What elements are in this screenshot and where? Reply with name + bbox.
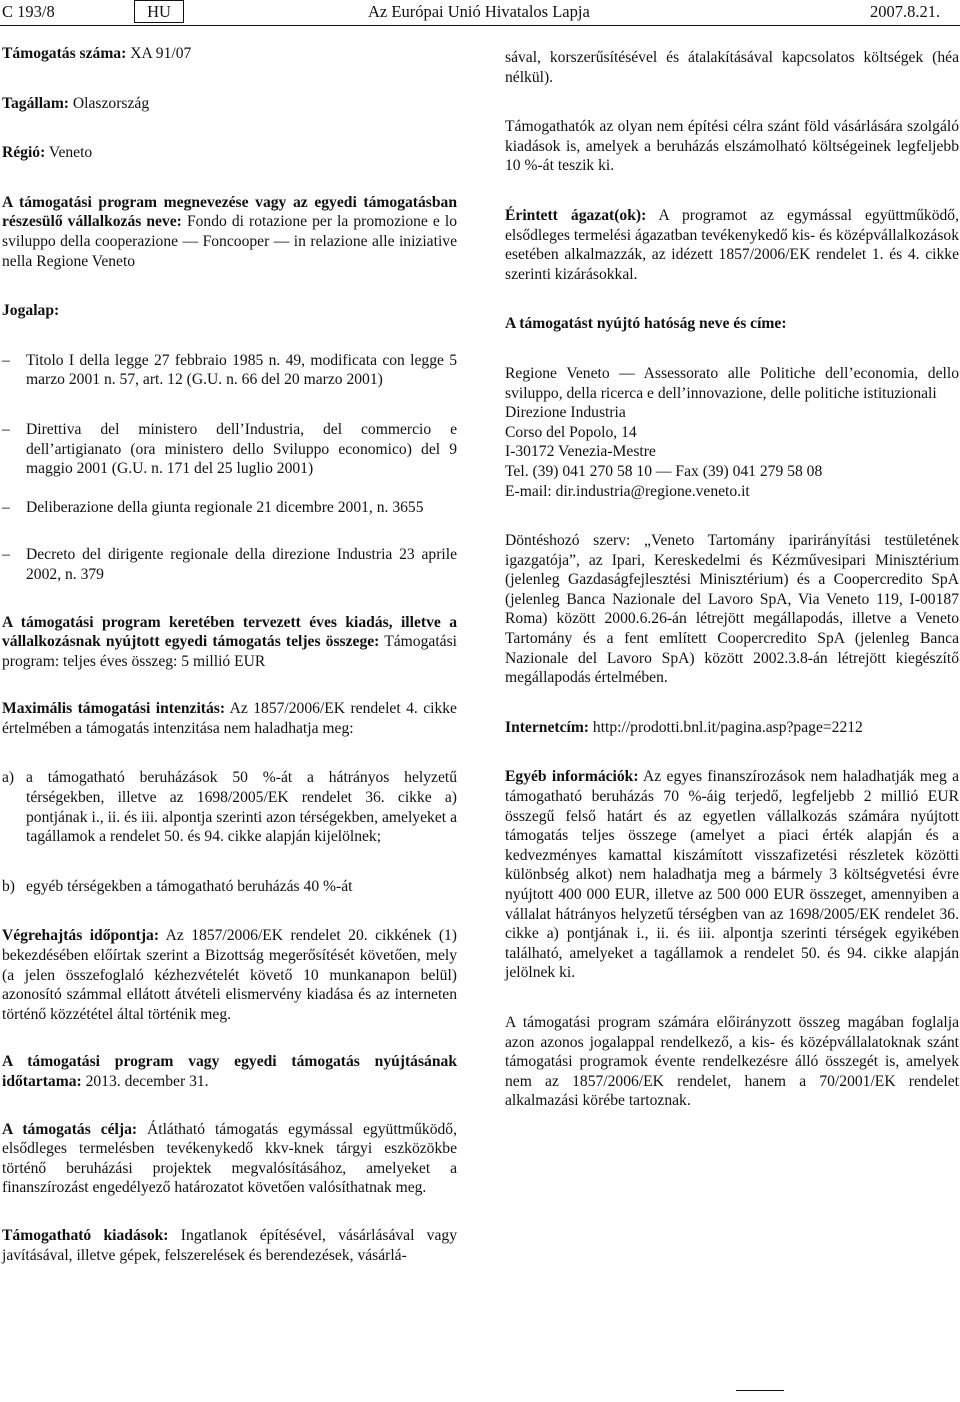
aid-intensity (2, 699, 457, 738)
internet-address-value: http://prodotti.bnl.it/pagina.asp?page=2212 (589, 718, 863, 736)
eligible-costs-label: Támogatható kiadások: (2, 1226, 169, 1244)
email-line: E-mail: dir.industria@regione.veneto.it (505, 482, 750, 500)
intensity-item (2, 768, 457, 846)
dash-marker: – (2, 498, 10, 516)
item-marker: b) (2, 877, 15, 895)
journal-title: Az Európai Unió Hivatalos Lapja (368, 2, 590, 21)
granting-authority-heading: A támogatást nyújtó hatóság neve és címe: (505, 315, 787, 333)
address-line: I-30172 Venezia-Mestre (505, 443, 656, 461)
objective (2, 1120, 457, 1198)
final-paragraph: A támogatási program számára előirányzott összeg magában foglalja azon azonos jogalappal rendelkező, a kis- és középvállalatoknak szánt támogatási programok évente rendelkezésre álló összegét is, amelyek nem az 1857/2006/EK rendelet, hanem a 70/2001/EK rendelet alkalmazási körébe tartoznak. (505, 1013, 959, 1110)
dash-marker: – (2, 546, 10, 564)
item-text: egyéb térségekben a támogatható beruházás 40 %-át (26, 877, 353, 895)
annual-expenditure (2, 613, 457, 672)
duration-value: 2013. december 31. (81, 1073, 209, 1090)
other-information-label: Egyéb információk: (505, 768, 639, 786)
implementation-date-label: Végrehajtás időpontja: (2, 927, 160, 945)
region (2, 143, 457, 163)
implementation-date (2, 926, 457, 1024)
eligible-costs-continuation: sával, korszerűsítésével és átalakításával kapcsolatos költségek (héa nélkül). (505, 49, 959, 86)
other-information-value: Az egyes finanszírozások nem haladhatják meg a támogatható beruházás 70 %-áig terjedő, legfeljebb 2 millió EUR összegű felső határt és az egyetlen vállalkozás számára nyújtott támogatás teljes összege (amelyet a piaci érték alapján és a kedvezményes kamattal kiszámított visszafizetési részletek közötti különbség alkot) nem haladhatja meg a bármely 3 költségvetési évre nyújtott 400 000 EUR, illetve az 500 000 EUR összeget, amennyiben a vállalat hátrányos helyzetű térségben van az 1698/2005/EK rendelet 36. cikke a) pontjának i., ii. és iii. alpontja szerinti térségek egyikében található, amelyeket a tagállamok a rendelet 50. és 94. cikke alapján jelölnek ki. (505, 768, 959, 982)
scheme-title-value: Fondo di rotazione per la promozione e lo sviluppo della cooperazione — Foncooper — in relazione alle iniziative nella Regione Veneto (2, 213, 458, 270)
scheme-title-label: A támogatási program megnevezése vagy az egyedi támogatásban részesülő vállalkozás neve: (2, 193, 457, 231)
legal-basis-item: – Decreto del dirigente regionale della direzione Industria 23 aprile 2002, n. 379 (2, 546, 457, 583)
implementation-date-value: Az 1857/2006/EK rendelet 20. cikkének (1) bekezdésében előírtak szerint a Bizottság megerősítését követően, mely (a jelen összefoglaló kézhezvételét követő 10 munkanapon belül) azonosító számmal ellátott átvételi elismervény kiadása és az interneten történő közzététel által történik meg. (2, 927, 457, 1023)
header-rule (0, 25, 960, 26)
region-value: Veneto (45, 144, 93, 162)
item-marker: a) (2, 769, 15, 787)
sector-label: Érintett ágazat(ok): (505, 206, 647, 224)
internet-address-label: Internetcím: (505, 718, 589, 736)
footnote-rule (736, 1390, 784, 1391)
sector-value: A programot az egymással együttműködő, elsődleges termelési ágazatban tevékenykedő kis- és középvállalkozások esetében alkalmazzák, az idézett 1857/2006/EK rendelet 1. és 4. cikke szerinti kizárásokkal. (505, 206, 959, 283)
eligible-costs-value: Ingatlanok építésével, vásárlásával vagy javításával, illetve gépek, felszerelések és berendezések, vásárlá- (2, 1226, 457, 1264)
internet-address (505, 718, 959, 738)
aid-intensity-label: Maximális támogatási intenzitás: (2, 700, 226, 718)
member-state-value: Olaszország (69, 94, 150, 112)
dash-marker: – (2, 420, 10, 438)
other-information (505, 767, 959, 983)
annual-expenditure-value: Támogatási program: teljes éves összeg: 5 millió EUR (2, 633, 457, 670)
right-column (505, 48, 959, 1111)
eligible-costs (2, 1226, 457, 1265)
member-state (2, 94, 457, 114)
duration (2, 1052, 457, 1091)
sector (505, 206, 959, 284)
aid-intensity-value: Az 1857/2006/EK rendelet 4. cikke értelmében a támogatás intenzitása nem haladhatja meg: (2, 700, 457, 737)
member-state-label: Tagállam: (2, 94, 70, 112)
item-text: a támogatható beruházások 50 %-át a hátrányos helyzetű térségekben, illetve az 1698/2005/EK rendelet 36. cikke a) pontjának i., ii. és iii. alpontja szerinti azon térségekben, amelyeket a tagállamok a rendelet 50. és 94. cikke alapján kijelölnek; (26, 769, 457, 846)
address-line: Corso del Popolo, 14 (505, 423, 637, 441)
legal-basis-heading: Jogalap: (2, 302, 60, 320)
page-number: C 193/8 (2, 2, 55, 21)
address-line: Direzione Industria (505, 404, 626, 422)
land-purchase-text: Támogathatók az olyan nem építési célra szánt föld vásárlására szolgáló kiadások is, amelyek a beruházás elszámolható költségeinek legfeljebb 10 %-át teszik ki. (505, 118, 959, 175)
aid-number-value: XA 91/07 (126, 45, 192, 62)
address-line: Regione Veneto — Assessorato alle Politiche dell’economia, dello sviluppo, della ricerca e dell’innovazione, delle politiche istituzionali (505, 364, 959, 402)
language-badge: HU (134, 0, 184, 23)
objective-value: Átlátható támogatás egymással együttműködő, elsődleges termelésben tevékenykedő kkv-knek tárgyi eszközökbe történő beruházási projektek megvalósításához, amelyeket a finanszírozást engedélyező határozatot követően valósíthatnak meg. (2, 1120, 457, 1197)
objective-label: A támogatás célja: (2, 1120, 138, 1138)
duration-label: A támogatási program vagy egyedi támogatás nyújtásának időtartama: (2, 1053, 457, 1090)
intensity-item (2, 877, 457, 897)
legal-basis-item: – Titolo I della legge 27 febbraio 1985 n. 49, modificata con legge 5 marzo 2001 n. 57, art. 12 (G.U. n. 66 del 20 marzo 2001) (2, 351, 457, 389)
annual-expenditure-label: A támogatási program keretében tervezett éves kiadás, illetve a vállalkozásnak nyújtott egyedi támogatás teljes összege: (2, 613, 457, 651)
dash-marker: – (2, 351, 10, 369)
decision-body-text: Döntéshozó szerv: „Veneto Tartomány iparirányítási testületének igazgatója”, az Ipari, Kereskedelmi és Kézművesipari Minisztérium (jelenleg Gazdaságfejlesztési Minisztérium) és a Coopercredito SpA (jelenleg Banca Nazionale del Lavoro SpA, Via Veneto 119, I-00187 Roma) között 2000.6.26-án létrejött megállapodás, illetve a Veneto Tartomány és a fent említett Coopercredito SpA (jelenleg Banca Nazionale del Lavoro SpA) között 2002.3.8-án létrejött kiegészítő megállapodás értelmében. (505, 532, 959, 687)
legal-basis-item: – Direttiva del ministero dell’Industria, del commercio e dell’artigianato (ora ministero dello Sviluppo economico) del 9 maggio 2001 (G.U. n. 171 del 25 luglio 2001) (2, 420, 457, 478)
legal-basis-item: – Deliberazione della giunta regionale 21 dicembre 2001, n. 3655 (2, 498, 424, 516)
scheme-title (2, 193, 457, 271)
left-column (2, 44, 457, 1265)
address-line: Tel. (39) 041 270 58 10 — Fax (39) 041 279 58 08 (505, 462, 823, 480)
aid-number (2, 44, 457, 64)
aid-number-label: Támogatás száma: (2, 45, 127, 62)
page-header (0, 0, 960, 26)
region-label: Régió: (2, 144, 46, 162)
granting-authority-address (505, 364, 959, 501)
publication-date: 2007.8.21. (870, 2, 941, 21)
